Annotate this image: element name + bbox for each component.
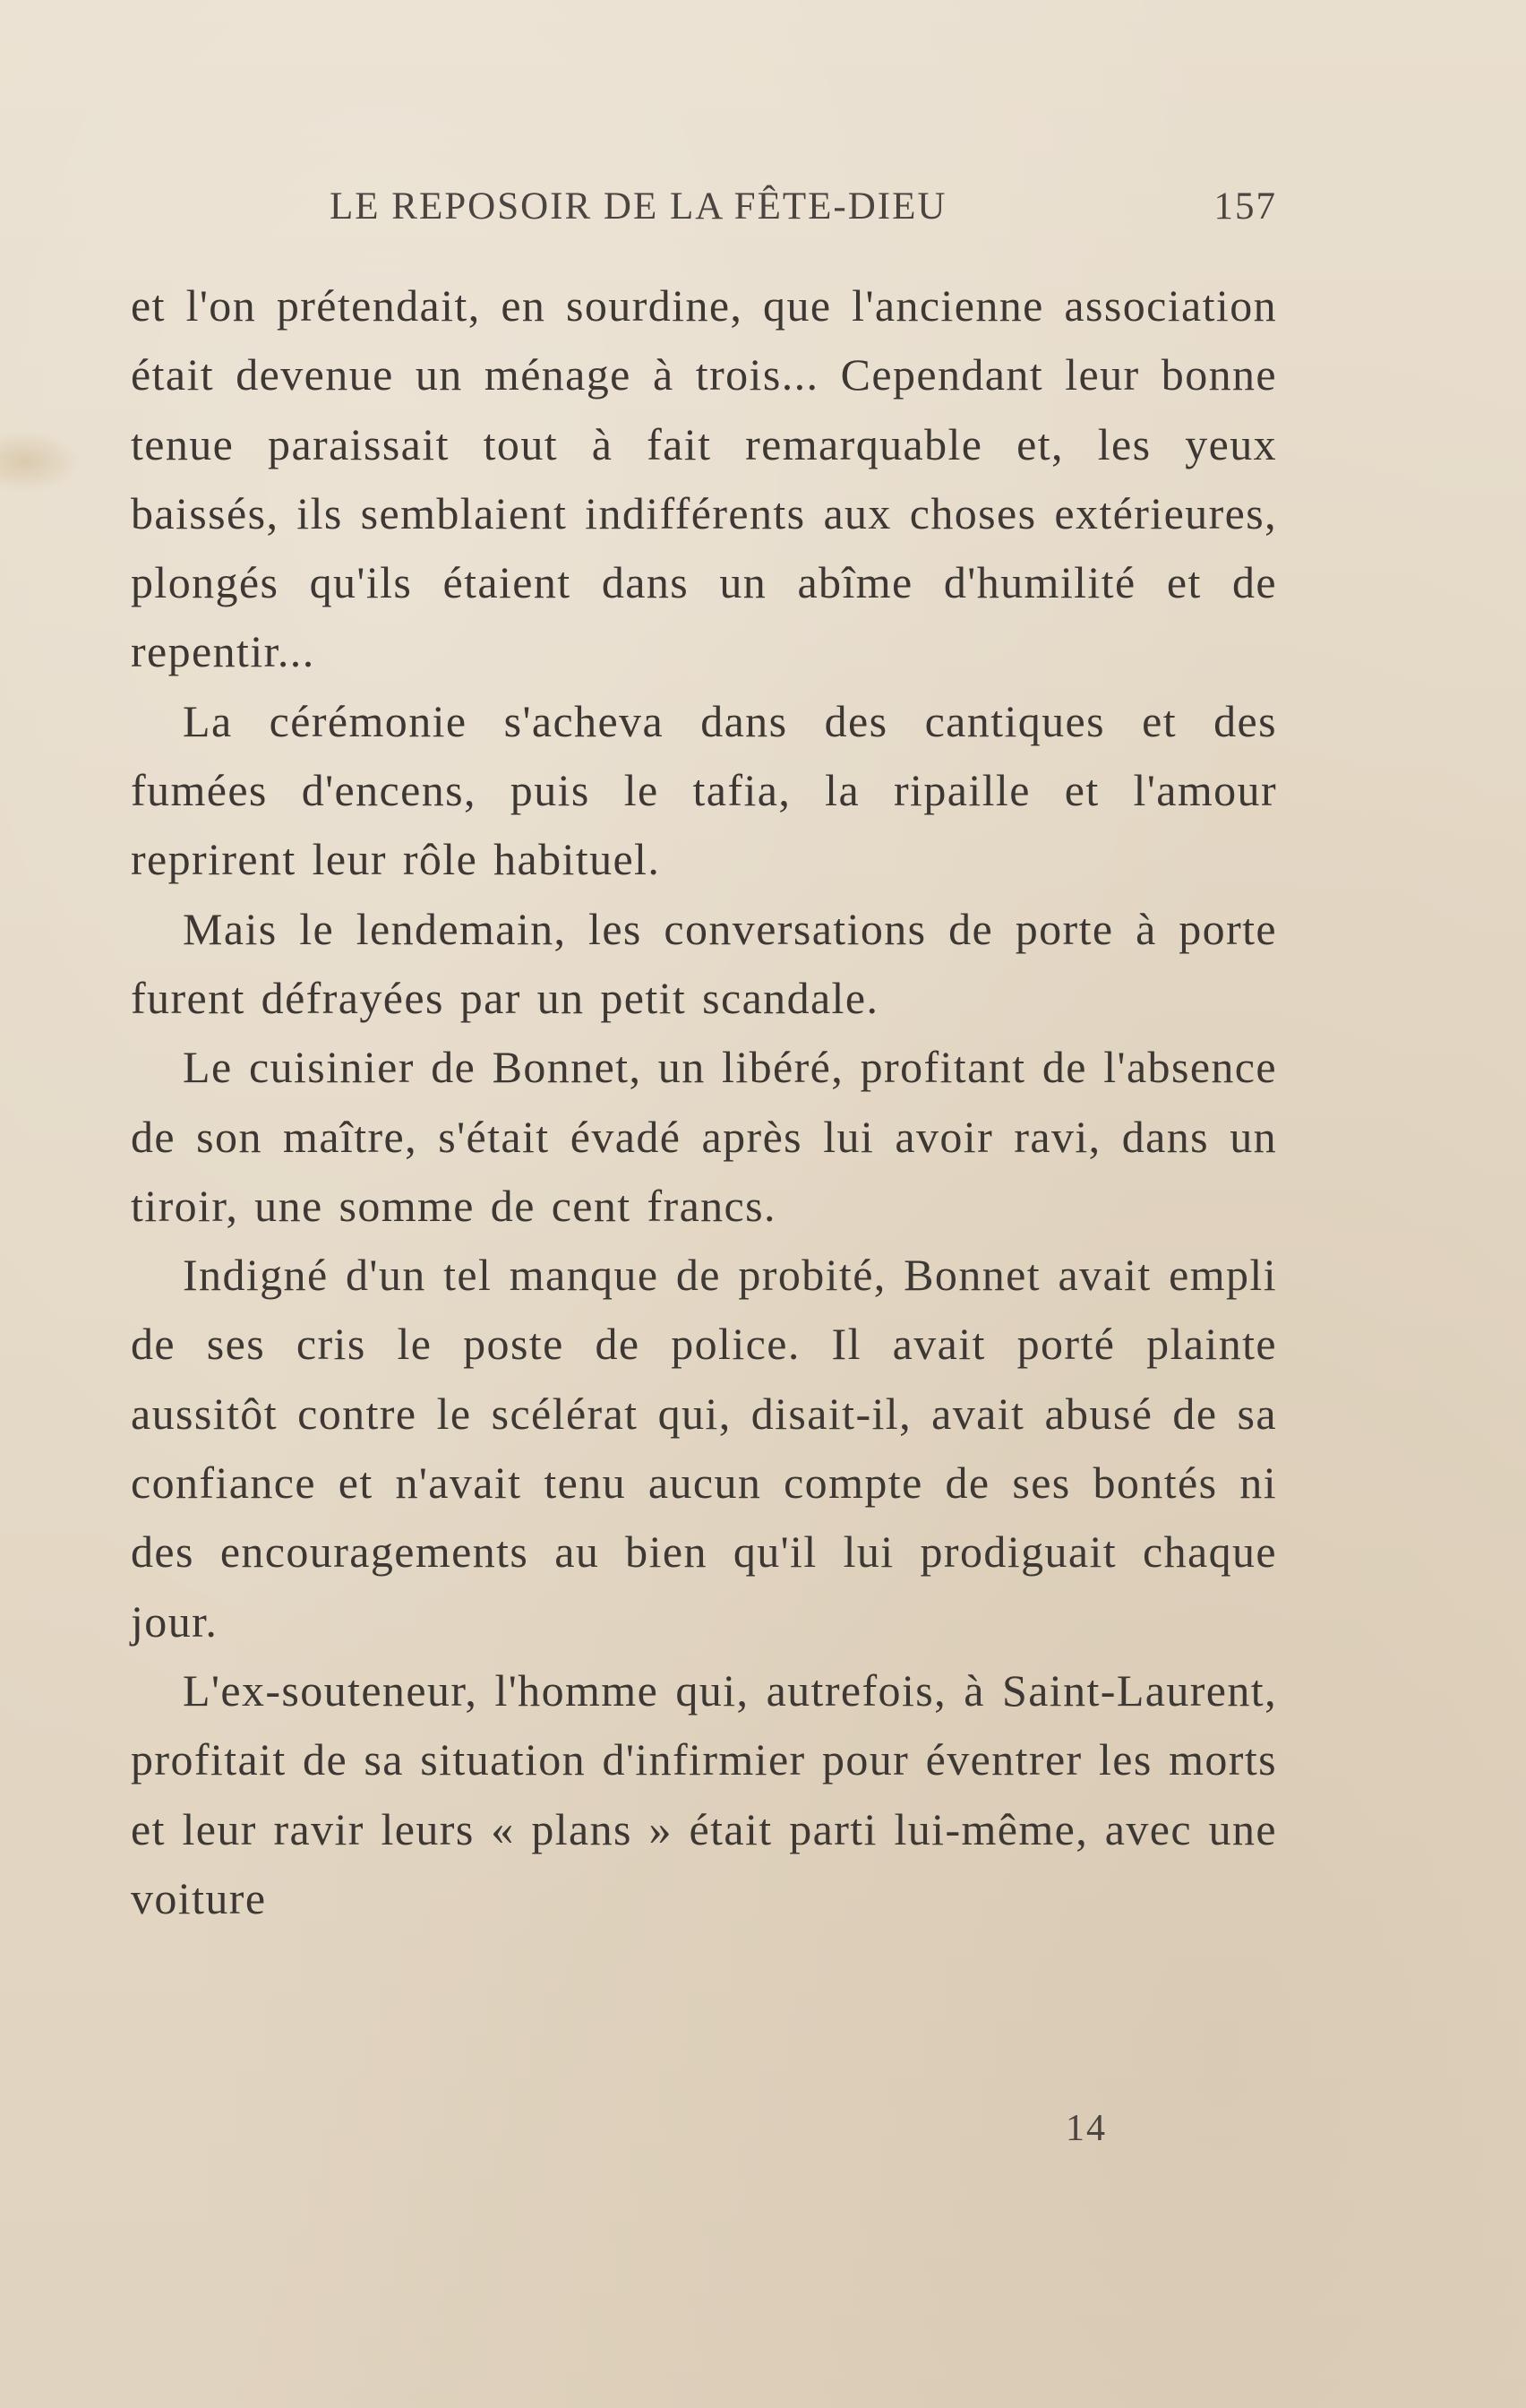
paper-stain xyxy=(0,430,82,493)
running-head xyxy=(131,185,1277,238)
paragraph: Mais le lendemain, les conversations de porte à porte furent défrayées par un petit scandale. xyxy=(131,903,1277,1023)
paragraph: et l'on prétendait, en sourdine, que l'ancienne association était devenue un ménage à trois... Cependant leur bonne tenue paraissait tout à fait remarquable et, les yeux baissés, ils semblaient indifférents aux choses extérieures, plongés qu'ils étaient dans un abîme d'humilité et de repentir... xyxy=(131,280,1277,677)
paragraph: Indigné d'un tel manque de probité, Bonnet avait empli de ses cris le poste de police. Il avait porté plainte aussitôt contre le scélérat qui, disait-il, avait abusé de sa confiance et n'avait tenu aucun compte de ses bontés ni des encouragements au bien qu'il lui prodiguait chaque jour. xyxy=(131,1250,1277,1647)
paragraph: Le cuisinier de Bonnet, un libéré, profitant de l'absence de son maître, s'était évadé après lui avoir ravi, dans un tiroir, une somme de cent francs. xyxy=(131,1042,1277,1231)
signature-mark: 14 xyxy=(1066,2108,1107,2149)
running-head-title: LE REPOSOIR DE LA FÊTE-DIEU xyxy=(330,185,947,228)
paragraph: L'ex-souteneur, l'homme qui, autrefois, à Saint-Laurent, profitait de sa situation d'infirmier pour éventrer les morts et leur ravir leurs « plans » était parti lui-même, avec une voiture xyxy=(131,1664,1277,1923)
page-number: 157 xyxy=(1213,185,1277,228)
body-text xyxy=(131,271,1277,1933)
paragraph: La cérémonie s'acheva dans des cantiques et des fumées d'encens, puis le tafia, la ripaille et l'amour reprirent leur rôle habituel. xyxy=(131,695,1277,885)
